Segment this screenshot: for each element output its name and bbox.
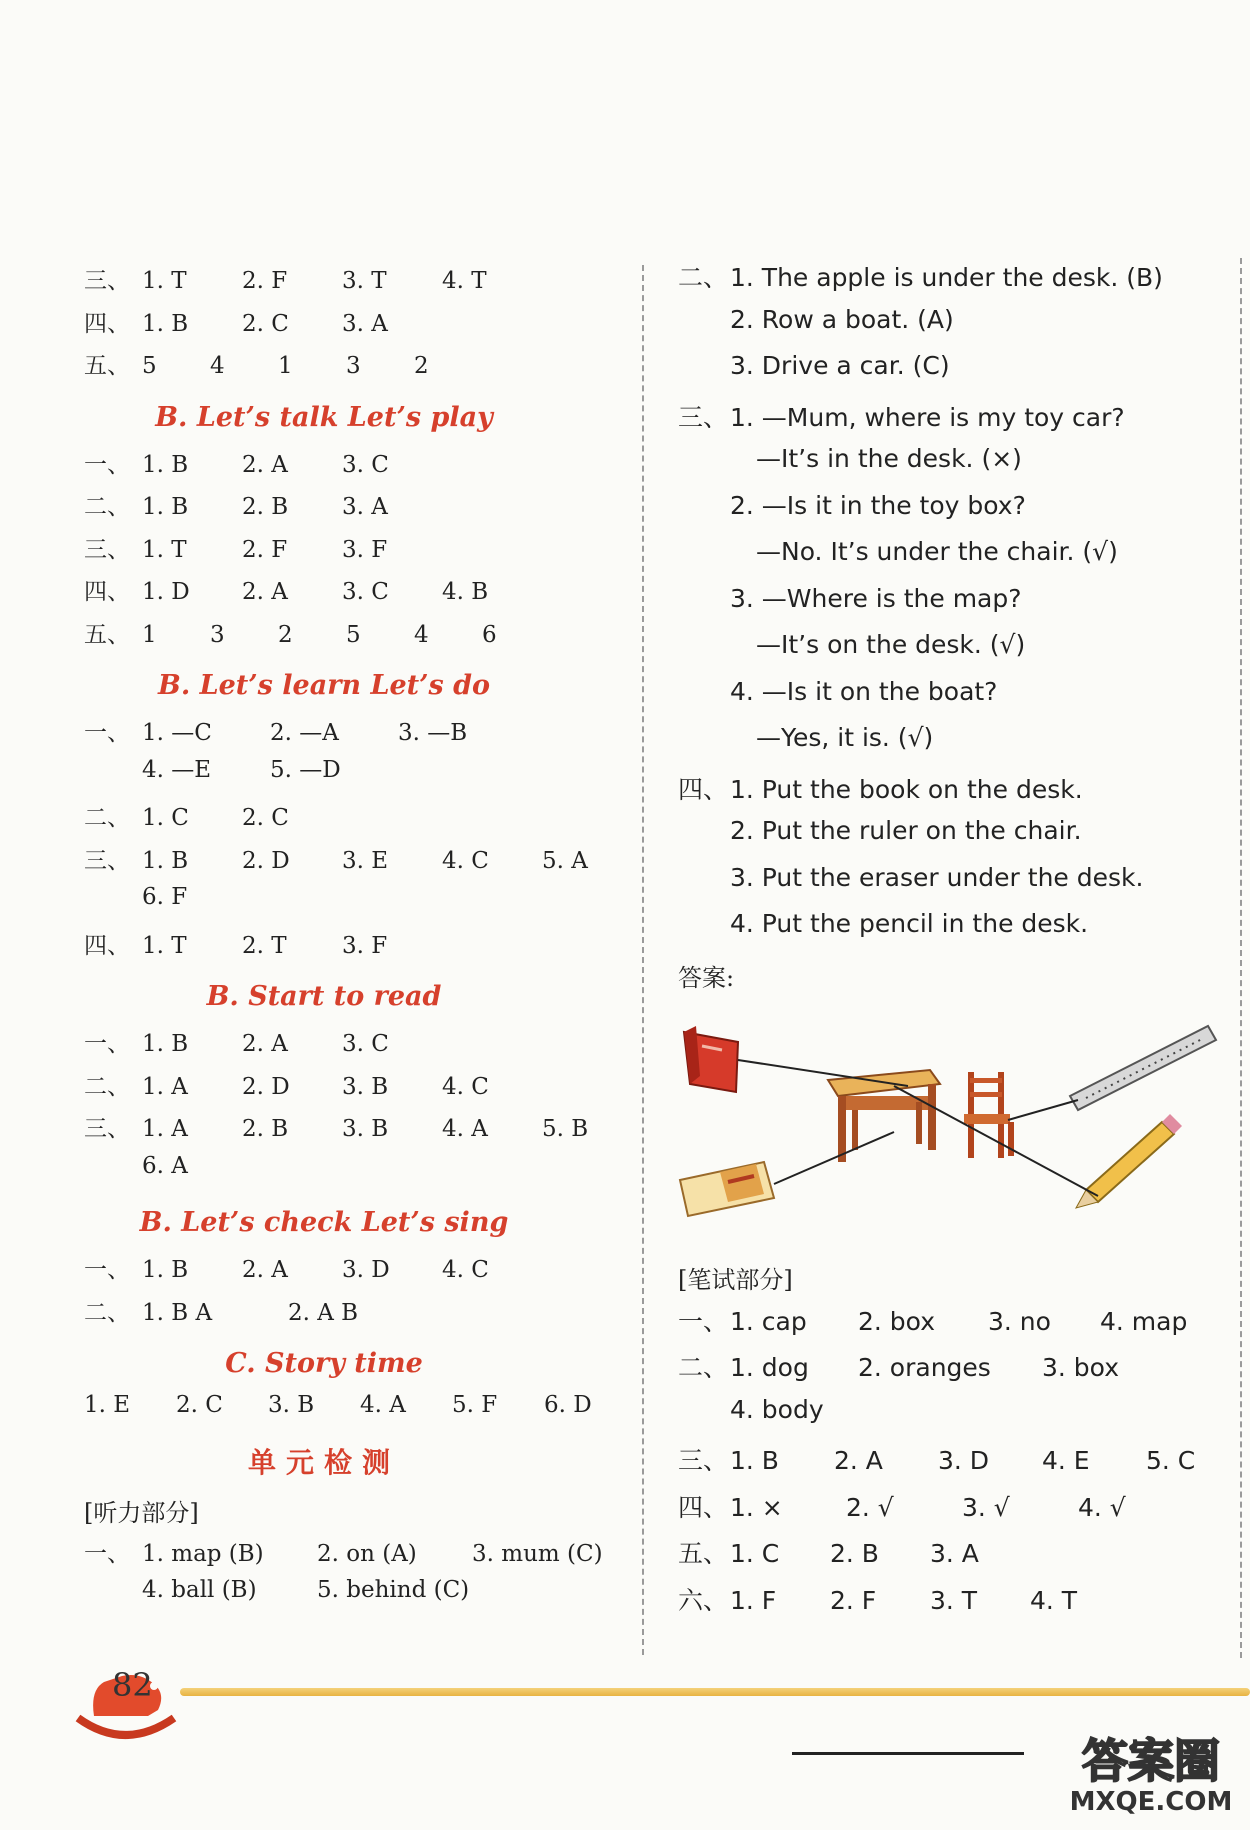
answer-row bbox=[84, 1025, 624, 1068]
question-number: 一、 bbox=[678, 1306, 729, 1336]
answer-item: 3. C bbox=[342, 451, 389, 478]
answer-item: 4. map bbox=[1100, 1306, 1188, 1336]
answer-item: 3 bbox=[210, 621, 225, 648]
question-number: 五、 bbox=[84, 353, 130, 379]
answer-row bbox=[678, 258, 1218, 305]
answer-item: 2. C bbox=[176, 1392, 223, 1418]
answer-label: 答案: bbox=[678, 963, 735, 992]
answer-item: 1. B bbox=[142, 1257, 189, 1283]
answer-item: 1. B bbox=[142, 1031, 189, 1057]
answer-item: 4. T bbox=[1030, 1585, 1078, 1615]
answer-row bbox=[678, 491, 1218, 538]
answer-row bbox=[84, 714, 624, 757]
answer-row bbox=[678, 584, 1218, 631]
answer-item: 6 bbox=[482, 621, 497, 648]
question-number: 二、 bbox=[84, 1073, 130, 1100]
answer-item: —Yes, it is. (√) bbox=[756, 723, 934, 752]
answer-item: 2. F bbox=[830, 1585, 877, 1615]
answer-item: 4. ball (B) bbox=[142, 1577, 257, 1603]
answer-item: 3 bbox=[346, 353, 361, 379]
answer-row bbox=[678, 1348, 1218, 1395]
question-number: 二、 bbox=[84, 494, 130, 520]
answer-item: 2. box bbox=[858, 1306, 935, 1336]
answer-item: 2. oranges bbox=[858, 1353, 991, 1382]
bottom-rule bbox=[792, 1752, 1024, 1755]
answer-item: 1. T bbox=[142, 268, 187, 294]
answer-item: 4. A bbox=[442, 1116, 488, 1142]
answer-row bbox=[678, 444, 1218, 491]
answer-item: 2. B bbox=[242, 1116, 289, 1142]
eraser-icon bbox=[680, 1162, 774, 1216]
answer-item: 1. The apple is under the desk. (B) bbox=[730, 263, 1163, 292]
section-heading: B. Let’s talk Let’s play bbox=[155, 401, 493, 433]
answer-item: 1. A bbox=[142, 1073, 188, 1100]
answer-item: 3. mum (C) bbox=[472, 1540, 603, 1567]
answer-row bbox=[678, 537, 1218, 584]
answer-row bbox=[678, 1534, 1218, 1581]
answer-item: 3. box bbox=[1042, 1353, 1119, 1382]
answer-row bbox=[678, 1302, 1218, 1349]
answer-item: 4 bbox=[414, 621, 429, 648]
answer-item: 4. —E bbox=[142, 756, 212, 783]
answer-item: 3. —Where is the map? bbox=[730, 583, 1022, 613]
answer-item: 1. —C bbox=[142, 720, 212, 746]
answer-item: 1. B bbox=[142, 310, 189, 337]
answer-item: 2. A bbox=[242, 1031, 288, 1057]
answer-item: 1. cap bbox=[730, 1306, 807, 1336]
answer-item: 3. A bbox=[930, 1539, 979, 1568]
answer-row bbox=[678, 816, 1218, 863]
answer-row bbox=[84, 1392, 624, 1435]
answer-item: 2 bbox=[278, 621, 293, 648]
answer-item: 1. B A bbox=[142, 1299, 213, 1326]
answer-row bbox=[678, 305, 1218, 352]
answer-item: 3. √ bbox=[962, 1492, 1010, 1522]
answer-item: 3. no bbox=[988, 1306, 1051, 1336]
answer-item: 1 bbox=[278, 353, 293, 379]
section-heading: 单元检测 bbox=[247, 1445, 400, 1479]
answer-item: 2. A bbox=[834, 1446, 883, 1475]
answer-item: 1. C bbox=[142, 805, 189, 831]
answer-item: 4. —Is it on the boat? bbox=[730, 676, 998, 706]
question-number: 四、 bbox=[678, 774, 729, 804]
answer-row bbox=[678, 909, 1218, 956]
answer-item: 5. —D bbox=[270, 756, 341, 783]
answer-item: 1. B bbox=[142, 494, 189, 520]
answer-row bbox=[84, 616, 624, 659]
question-number: 三、 bbox=[84, 536, 130, 563]
answer-item: —No. It’s under the chair. (√) bbox=[756, 537, 1118, 566]
watermark-line2: MXQE.COM bbox=[1069, 1787, 1233, 1817]
answer-row bbox=[678, 863, 1218, 910]
answer-row bbox=[678, 677, 1218, 724]
answer-item: 3. F bbox=[342, 536, 388, 563]
answer-item: 3. D bbox=[938, 1446, 990, 1475]
answer-item: 3. C bbox=[342, 579, 389, 605]
answer-item: 4. √ bbox=[1078, 1492, 1126, 1522]
answer-item: 6. D bbox=[544, 1392, 592, 1418]
matching-svg bbox=[678, 1012, 1218, 1232]
question-number: 六、 bbox=[678, 1585, 729, 1615]
question-number: 二、 bbox=[84, 805, 130, 831]
answer-row bbox=[84, 927, 624, 970]
question-number: 一、 bbox=[84, 451, 130, 478]
answer-item: 2. Put the ruler on the chair. bbox=[730, 816, 1082, 845]
section-heading: B. Let’s check Let’s sing bbox=[139, 1207, 509, 1238]
answer-item: 2. —A bbox=[270, 720, 339, 746]
answer-row bbox=[84, 757, 624, 800]
answer-item: 1. C bbox=[730, 1539, 780, 1568]
answer-item: 5 bbox=[142, 353, 157, 379]
answer-item: 1. B bbox=[730, 1446, 779, 1475]
left-column bbox=[84, 262, 624, 1620]
answer-item: 2. T bbox=[242, 932, 287, 959]
answer-row bbox=[84, 842, 624, 885]
answer-item: 1. T bbox=[142, 932, 187, 959]
desk-icon bbox=[828, 1070, 940, 1162]
answer-item: 5. F bbox=[452, 1392, 498, 1418]
answer-item: 3. A bbox=[342, 310, 388, 337]
answer-row bbox=[84, 305, 624, 348]
answer-item: 4. A bbox=[360, 1392, 406, 1418]
answer-row bbox=[84, 799, 624, 842]
answer-item: 4 bbox=[210, 353, 225, 379]
answer-item: 6. F bbox=[142, 884, 188, 910]
answer-item: 1. × bbox=[730, 1492, 783, 1522]
answer-item: 4. E bbox=[1042, 1446, 1090, 1475]
answer-item: 5. B bbox=[542, 1116, 589, 1142]
answer-row bbox=[678, 1395, 1218, 1442]
question-number: 二、 bbox=[678, 1353, 729, 1382]
answer-row bbox=[678, 723, 1218, 770]
answer-item: 4. C bbox=[442, 1257, 489, 1283]
question-number: 三、 bbox=[84, 847, 130, 874]
answer-item: 2. C bbox=[242, 805, 289, 831]
question-number: 二、 bbox=[678, 263, 729, 292]
question-number: 三、 bbox=[84, 268, 130, 294]
answer-item: 3. B bbox=[268, 1392, 315, 1418]
answer-item: 2. Row a boat. (A) bbox=[730, 304, 954, 334]
answer-item: 3. T bbox=[930, 1585, 978, 1615]
answer-row bbox=[84, 531, 624, 574]
answer-item: 1. D bbox=[142, 579, 190, 605]
answer-item: 4. C bbox=[442, 847, 489, 874]
answer-item: 2. √ bbox=[846, 1492, 894, 1522]
answer-item: 2. on (A) bbox=[317, 1540, 417, 1567]
answer-row bbox=[84, 573, 624, 616]
answer-item: 2. F bbox=[242, 536, 288, 563]
answer-item: 2. B bbox=[830, 1539, 879, 1568]
page-number: 82 bbox=[112, 1666, 153, 1704]
matching-figure bbox=[678, 1012, 1218, 1232]
answer-item: 1. T bbox=[142, 536, 187, 563]
answer-item: 6. A bbox=[142, 1152, 188, 1179]
answer-item: —It’s in the desk. (×) bbox=[756, 444, 1022, 473]
answer-item: 2 bbox=[414, 353, 429, 379]
answer-item: 3. A bbox=[342, 494, 388, 520]
answer-item: 2. F bbox=[242, 268, 288, 294]
answer-row bbox=[678, 770, 1218, 817]
answer-item: 1. B bbox=[142, 451, 189, 478]
answer-row bbox=[678, 351, 1218, 398]
answer-row bbox=[84, 884, 624, 927]
answer-row bbox=[84, 1153, 624, 1196]
answer-item: 3. B bbox=[342, 1073, 389, 1100]
answer-row bbox=[84, 1294, 624, 1337]
answer-item: 2. —Is it in the toy box? bbox=[730, 490, 1026, 520]
answer-row bbox=[84, 446, 624, 489]
answer-item: 5 bbox=[346, 621, 361, 648]
answer-item: 3. —B bbox=[398, 720, 468, 746]
answer-item: 1. E bbox=[84, 1392, 131, 1418]
question-number: 一、 bbox=[84, 1540, 130, 1567]
footer-line bbox=[180, 1688, 1250, 1696]
answer-item: 5. behind (C) bbox=[317, 1577, 470, 1603]
right-column bbox=[678, 258, 1218, 1627]
answer-item: 3. C bbox=[342, 1031, 389, 1057]
answer-item: 5. C bbox=[1146, 1446, 1196, 1475]
answer-row bbox=[678, 1488, 1218, 1535]
question-number: 四、 bbox=[84, 932, 130, 959]
answer-row bbox=[84, 1251, 624, 1294]
part-label: [笔试部分] bbox=[678, 1265, 793, 1294]
answer-item: 4. Put the pencil in the desk. bbox=[730, 909, 1089, 938]
question-number: 三、 bbox=[84, 1116, 130, 1142]
answer-item: —It’s on the desk. (√) bbox=[756, 630, 1026, 659]
question-number: 五、 bbox=[84, 621, 130, 648]
answer-item: 3. Put the eraser under the desk. bbox=[730, 862, 1144, 892]
answer-item: 4. B bbox=[442, 579, 489, 605]
answer-item: 4. T bbox=[442, 268, 487, 294]
answer-item: 3. Drive a car. (C) bbox=[730, 351, 950, 380]
watermark-logo bbox=[1066, 1735, 1236, 1823]
answer-item: 1. dog bbox=[730, 1353, 809, 1382]
answer-item: 1 bbox=[142, 621, 157, 648]
answer-row bbox=[678, 398, 1218, 445]
question-number: 四、 bbox=[84, 579, 130, 605]
question-number: 四、 bbox=[84, 310, 130, 337]
ruler-icon bbox=[1070, 1026, 1216, 1110]
question-number: 二、 bbox=[84, 1299, 130, 1326]
answer-row bbox=[678, 1581, 1218, 1628]
answer-item: 4. C bbox=[442, 1073, 489, 1100]
part-label: [听力部分] bbox=[84, 1498, 199, 1527]
answer-item: 2. A bbox=[242, 451, 288, 478]
answer-item: 1. map (B) bbox=[142, 1540, 264, 1567]
pencil-icon bbox=[1076, 1114, 1182, 1208]
answer-item: 3. F bbox=[342, 932, 388, 959]
answer-item: 2. D bbox=[242, 1073, 290, 1100]
answer-item: 4. body bbox=[730, 1394, 824, 1424]
answer-item: 1. A bbox=[142, 1116, 188, 1142]
watermark-line1: 答案圈 bbox=[1082, 1734, 1220, 1788]
question-number: 一、 bbox=[84, 720, 130, 746]
answer-item: 2. D bbox=[242, 847, 290, 874]
answer-row bbox=[678, 630, 1218, 677]
answer-item: 2. A bbox=[242, 1257, 288, 1283]
section-heading: C. Story time bbox=[225, 1348, 423, 1379]
book-icon bbox=[684, 1026, 738, 1092]
answer-row bbox=[84, 1577, 624, 1620]
answer-item: 5. A bbox=[542, 847, 588, 874]
answer-item: 2. B bbox=[242, 494, 289, 520]
answer-item: 3. B bbox=[342, 1116, 389, 1142]
answer-item: 2. A B bbox=[288, 1299, 359, 1326]
chair-icon bbox=[964, 1072, 1014, 1158]
answer-item: 1. F bbox=[730, 1585, 777, 1615]
answer-row bbox=[84, 488, 624, 531]
question-number: 一、 bbox=[84, 1257, 130, 1283]
answer-row bbox=[84, 262, 624, 305]
question-number: 五、 bbox=[678, 1539, 729, 1568]
answer-item: 1. B bbox=[142, 847, 189, 874]
section-heading: B. Let’s learn Let’s do bbox=[158, 670, 490, 701]
answer-item: 2. C bbox=[242, 310, 289, 337]
answer-row bbox=[84, 347, 624, 390]
section-heading: B. Start to read bbox=[206, 981, 442, 1012]
answer-row bbox=[84, 1110, 624, 1153]
question-number: 三、 bbox=[678, 402, 729, 432]
answer-row bbox=[678, 1441, 1218, 1488]
answer-item: 1. —Mum, where is my toy car? bbox=[730, 402, 1125, 432]
question-number: 四、 bbox=[678, 1492, 729, 1522]
answer-item: 1. Put the book on the desk. bbox=[730, 774, 1083, 804]
question-number: 一、 bbox=[84, 1031, 130, 1057]
question-number: 三、 bbox=[678, 1446, 729, 1475]
column-divider bbox=[642, 265, 644, 1655]
answer-row bbox=[84, 1535, 624, 1578]
answer-row bbox=[84, 1068, 624, 1111]
answer-item: 3. E bbox=[342, 847, 389, 874]
answer-item: 3. D bbox=[342, 1257, 390, 1283]
answer-item: 3. T bbox=[342, 268, 387, 294]
answer-item: 2. A bbox=[242, 579, 288, 605]
